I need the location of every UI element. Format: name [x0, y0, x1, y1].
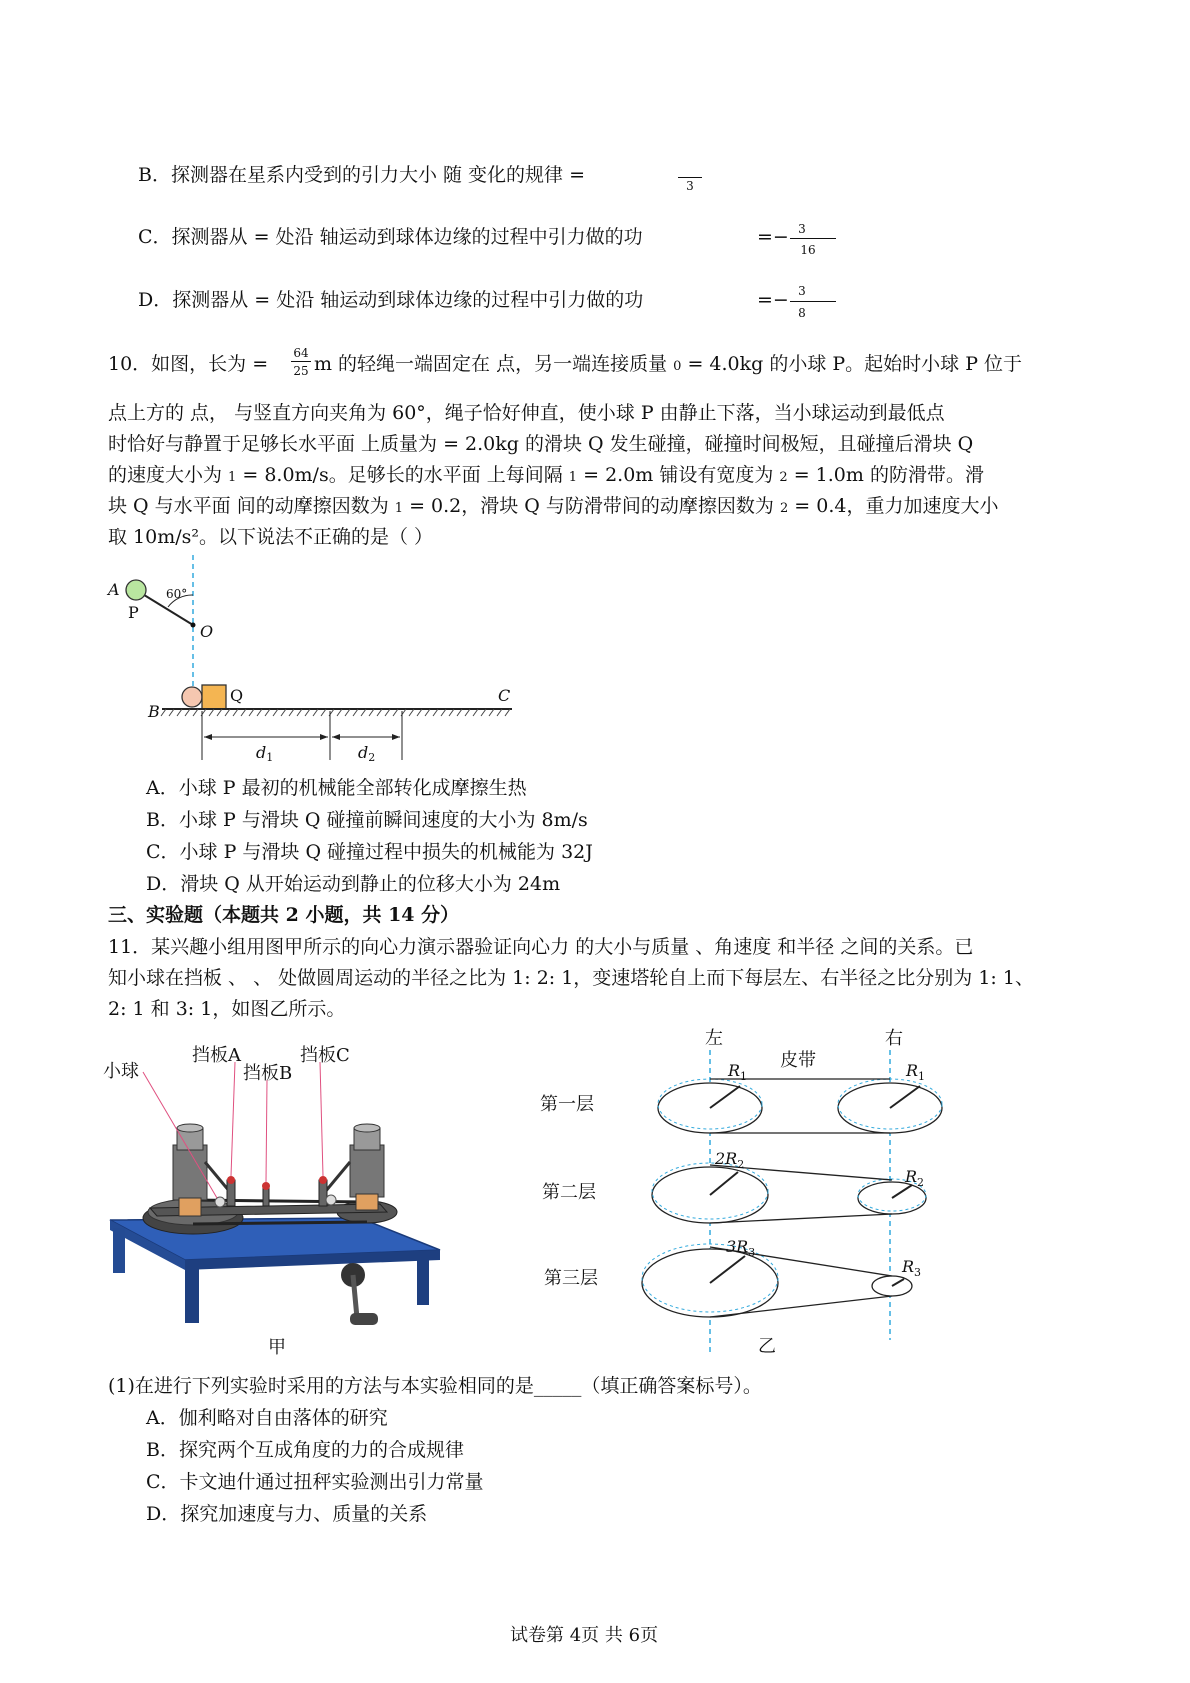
label-r1-left: $R_1$: [728, 1061, 748, 1083]
q9-option-b: B．探测器在星系内受到的引力大小 随 变化的规律 =: [138, 164, 586, 186]
q10-line1-a: 10．如图，长为 =: [108, 353, 269, 375]
ground-hatching: [161, 709, 510, 716]
q9-optd-rhs: =−: [757, 289, 789, 311]
right-tower: [350, 1145, 384, 1197]
q11-line3: 2: 1 和 3: 1，如图乙所示。: [108, 998, 346, 1020]
label-small-ball: 小球: [103, 1061, 139, 1082]
q9-option-d: D．探测器从 = 处沿 轴运动到球体边缘的过程中引力做的功: [138, 289, 644, 311]
caption-jia: 甲: [268, 1337, 286, 1358]
q10-line5: 块 Q 与水平面 间的动摩擦因数为 1 = 0.2，滑块 Q 与防滑带间的动摩擦因数为 2 = 0.4，重力加速度大小: [108, 495, 999, 517]
label-angle: 60°: [166, 587, 188, 601]
q10-figure: [100, 555, 560, 765]
q10-option-a: A．小球 P 最初的机械能全部转化成摩擦生热: [146, 777, 527, 799]
q10-line3: 时恰好与静置于足够长水平面 上质量为 = 2.0kg 的滑块 Q 发生碰撞，碰撞时间极短，且碰撞后滑块 Q: [108, 433, 974, 455]
q11-sub1: (1)在进行下列实验时采用的方法与本实验相同的是_____（填正确答案标号）。: [108, 1375, 762, 1397]
label-r2-right: $R_2$: [905, 1167, 925, 1189]
q11-option-d: D．探究加速度与力、质量的关系: [146, 1503, 428, 1525]
q10-line1-b: m 的轻绳一端固定在 点，另一端连接质量 0 = 4.0kg 的小球 P。起始时小球 P 位于: [314, 353, 1023, 375]
q9-option-c: C．探测器从 = 处沿 轴运动到球体边缘的过程中引力做的功: [138, 226, 643, 248]
q9-optb-denominator: 3: [686, 179, 694, 193]
ball-p-start: [126, 580, 146, 600]
label-layer2: 第二层: [542, 1182, 596, 1203]
q10-option-b: B．小球 P 与滑块 Q 碰撞前瞬间速度的大小为 8m/s: [146, 809, 588, 831]
label-d1: d1: [256, 743, 274, 764]
label-r3-right: $R_3$: [902, 1257, 922, 1279]
q10-length-denominator: 25: [293, 364, 309, 378]
q10-line6: 取 10m/s²。以下说法不正确的是（ ）: [108, 526, 434, 548]
fraction-line: [678, 177, 702, 178]
q9-optc-denominator: 16: [800, 243, 816, 257]
q11-option-c: C．卡文迪什通过扭秤实验测出引力常量: [146, 1471, 484, 1493]
q11-option-b: B．探究两个互成角度的力的合成规律: [146, 1439, 464, 1461]
label-p: P: [128, 603, 139, 622]
label-right: 右: [885, 1028, 903, 1049]
label-r1-right: $R_1$: [906, 1061, 926, 1083]
label-2r2-left: $2R_2$: [715, 1149, 745, 1171]
label-plate-c: 挡板C: [300, 1045, 350, 1066]
q11-line2: 知小球在挡板 、 、 处做圆周运动的半径之比为 1: 2: 1，变速塔轮自上而下每层左、右半径之比分别为 1: 1、: [108, 967, 1034, 989]
q10-length-numerator: 64: [293, 346, 309, 360]
label-plate-a: 挡板A: [192, 1045, 241, 1066]
ball-p-bottom: [182, 687, 202, 707]
caption-yi: 乙: [758, 1336, 776, 1357]
small-ball: [215, 1197, 225, 1207]
q10-line4: 的速度大小为 1 = 8.0m/s。足够长的水平面 上每间隔 1 = 2.0m 铺设有宽度为 2 = 1.0m 的防滑带。滑: [108, 464, 984, 486]
label-layer1: 第一层: [540, 1094, 594, 1115]
label-left: 左: [705, 1028, 723, 1049]
slider-q: [202, 685, 226, 709]
q10-option-c: C．小球 P 与滑块 Q 碰撞过程中损失的机械能为 32J: [146, 841, 593, 863]
fraction-line: [790, 301, 836, 302]
fig-yi-tower-wheels: [540, 1030, 960, 1360]
label-belt: 皮带: [780, 1050, 816, 1071]
q9-optd-denominator: 8: [798, 306, 806, 320]
label-3r3-left: $3R_3$: [726, 1237, 756, 1259]
q11-line1: 11．某兴趣小组用图甲所示的向心力演示器验证向心力 的大小与质量 、角速度 和半径 之间的关系。已: [108, 936, 974, 958]
label-b: B: [148, 702, 160, 721]
fraction-line: [291, 361, 311, 362]
label-a: A: [108, 580, 120, 599]
fig-jia-demonstrator: [105, 1100, 455, 1360]
q10-option-d: D．滑块 Q 从开始运动到静止的位移大小为 24m: [146, 873, 561, 895]
label-o: O: [200, 622, 214, 641]
label-c: C: [498, 686, 511, 705]
section-title: 三、实验题（本题共 2 小题，共 14 分）: [108, 904, 460, 926]
pivot-o: [191, 623, 196, 628]
q10-line2: 点上方的 点， 与竖直方向夹角为 60°，绳子恰好伸直，使小球 P 由静止下落，当小球运动到最低点: [108, 402, 945, 424]
fraction-line: [790, 238, 836, 239]
label-plate-b: 挡板B: [243, 1063, 293, 1084]
label-d2: d2: [358, 743, 376, 764]
page-footer: 试卷第 4页 共 6页: [510, 1625, 659, 1646]
q9-optd-numerator: 3: [798, 284, 806, 298]
label-q: Q: [230, 686, 244, 705]
q11-option-a: A．伽利略对自由落体的研究: [146, 1407, 388, 1429]
label-layer3: 第三层: [544, 1268, 598, 1289]
q9-optc-numerator: 3: [798, 222, 806, 236]
q9-optc-rhs: =−: [757, 226, 789, 248]
